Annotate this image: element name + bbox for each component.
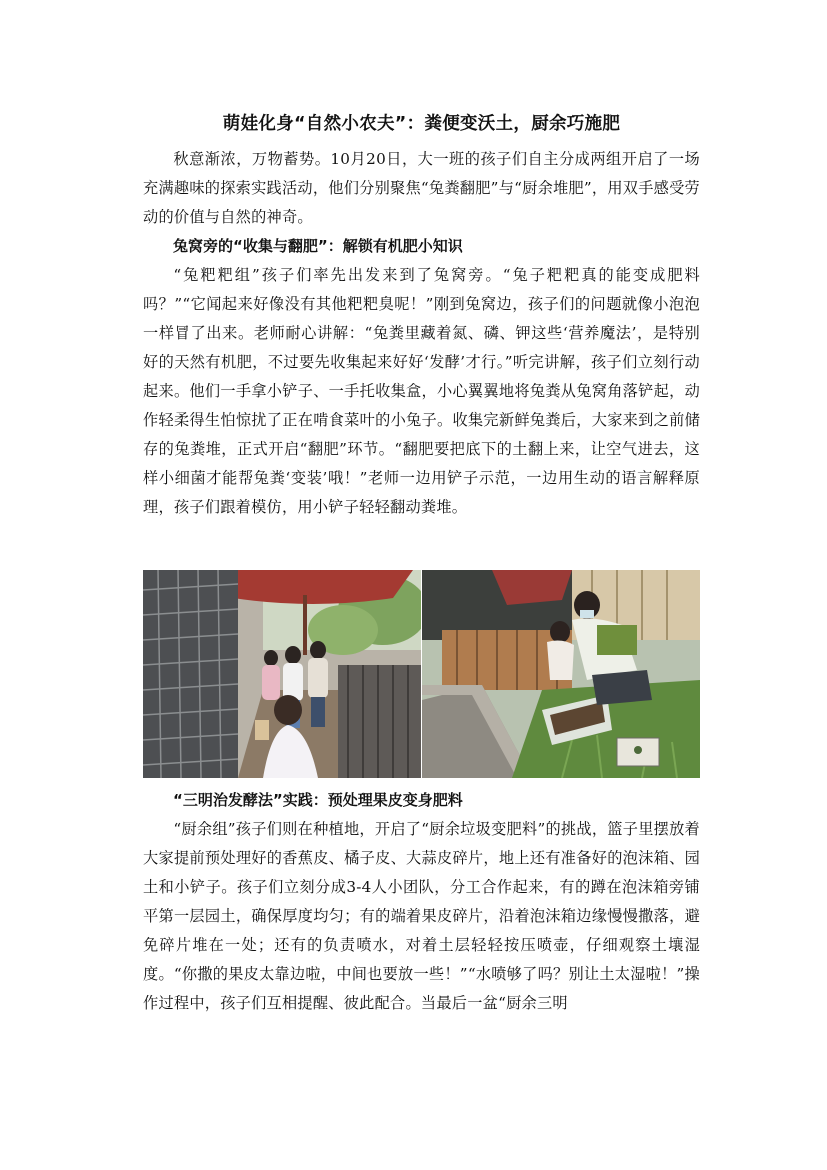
section2-paragraph: “厨余组”孩子们则在种植地，开启了“厨余垃圾变肥料”的挑战，篮子里摆放着大家提前预处理好的香蕉皮、橘子皮、大蒜皮碎片，地上还有准备好的泡沫箱、园土和小铲子。孩子们立刻分成3-4人小团队，分工合作起来，有的蹲在泡沫箱旁铺平第一层园土，确保厚度均匀；有的端着果皮碎片，沿着泡沫箱边缘慢慢撒落，避免碎片堆在一处；还有的负责喷水，对着土层轻轻按压喷壶，仔细观察土壤湿度。“你撒的果皮太靠边啦，中间也要放一些！”“水喷够了吗？别让土太湿啦！”操作过程中，孩子们互相提醒、彼此配合。当最后一盆“厨余三明 [143,820,700,1012]
photo-row [143,570,700,778]
intro-paragraph: 秋意渐浓，万物蓄势。10月20日，大一班的孩子们自主分成两组开启了一场充满趣味的探索实践活动，他们分别聚焦“兔粪翻肥”与“厨余堆肥”，用双手感受劳动的价值与自然的神奇。 [143,150,700,226]
photo-rabbit-hutch [143,570,421,778]
section1-paragraph: “兔粑粑组”孩子们率先出发来到了兔窝旁。“兔子粑粑真的能变成肥料吗？”“它闻起来好像没有其他粑粑臭呢！”刚到兔窝边，孩子们的问题就像小泡泡一样冒了出来。老师耐心讲解：“兔粪里藏着氮、磷、钾这些‘营养魔法’，是特别好的天然有机肥，不过要先收集起来好好‘发酵’才行。”听完讲解，孩子们立刻行动起来。他们一手拿小铲子、一手托收集盒，小心翼翼地将兔粪从兔窝角落铲起，动作轻柔得生怕惊扰了正在啃食菜叶的小兔子。收集完新鲜兔粪后，大家来到之前储存的兔粪堆，正式开启“翻肥”环节。“翻肥要把底下的土翻上来，让空气进去，这样小细菌才能帮兔粪‘变装’哦！”老师一边用铲子示范，一边用生动的语言解释原理，孩子们跟着模仿，用小铲子轻轻翻动粪堆。 [143,266,700,516]
section2-heading: “三明治发酵法”实践：预处理果皮变身肥料 [173,791,463,809]
photo-composting [422,570,700,778]
section2-block [143,786,700,1018]
intro-block [143,145,700,522]
section1-heading: 兔窝旁的“收集与翻肥”：解锁有机肥小知识 [173,237,463,255]
article-title: 萌娃化身“自然小农夫”：粪便变沃土，厨余巧施肥 [222,114,621,134]
